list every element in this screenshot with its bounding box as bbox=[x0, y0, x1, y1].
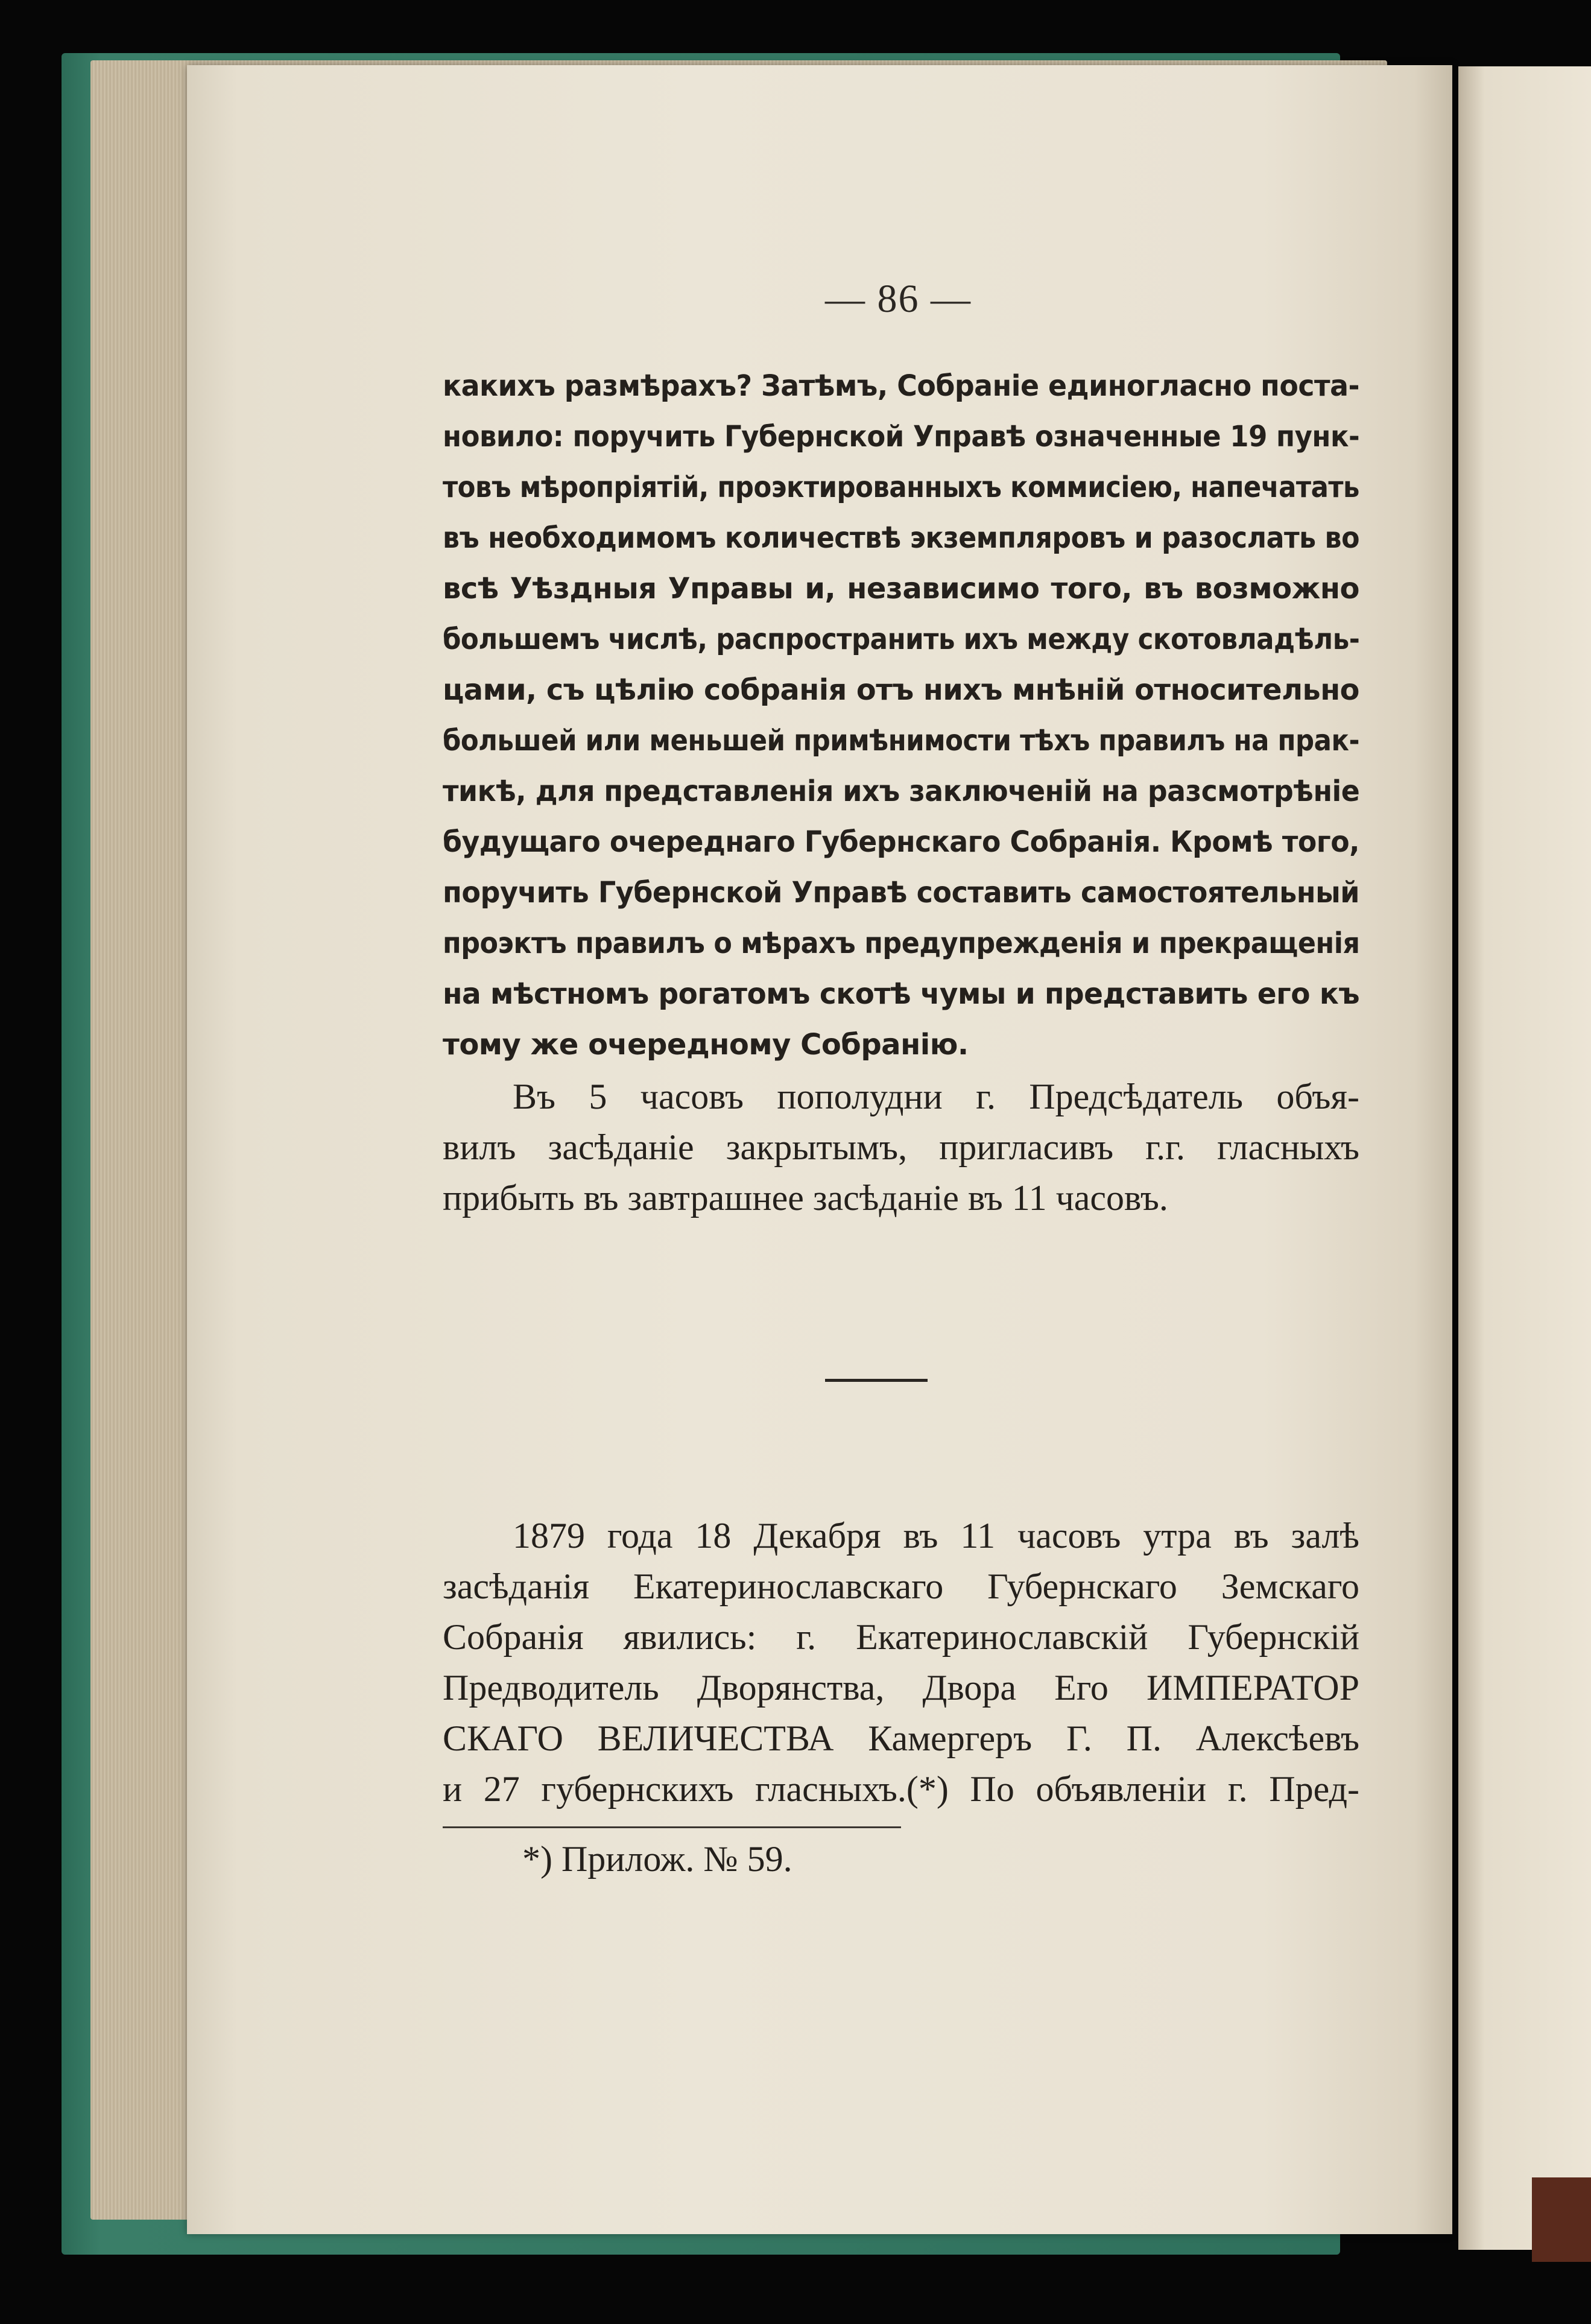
footnote: *) Прилож. № 59. bbox=[522, 1839, 792, 1879]
text-line: Предводитель Дворянства, Двора Его ИМПЕРАТОР bbox=[443, 1668, 1359, 1708]
text-line: на мѣстномъ рогатомъ скотѣ чумы и представить его къ bbox=[443, 977, 1360, 1011]
session-paragraph bbox=[443, 1510, 1359, 1814]
text-line: большей или меньшей примѣнимости тѣхъ правилъ на прак- bbox=[443, 724, 1360, 758]
text-line: товъ мѣропріятій, проэктированныхъ коммисіею, напечатать bbox=[443, 470, 1359, 504]
text-line: проэктъ правилъ о мѣрахъ предупрежденія и прекращенія bbox=[443, 926, 1360, 960]
text-line: будущаго очереднаго Губернскаго Собранія. Кромѣ того, bbox=[443, 825, 1360, 859]
text-line: 1879 года 18 Декабря въ 11 часовъ утра въ залѣ bbox=[513, 1516, 1359, 1556]
text-line: новило: поручить Губернской Управѣ означенные 19 пунк- bbox=[443, 420, 1360, 454]
text-line: цами, съ цѣлію собранія отъ нихъ мнѣній относительно bbox=[443, 673, 1359, 707]
text-line: Собранія явились: г. Екатеринославскій Губернскій bbox=[443, 1617, 1359, 1657]
text-line: Въ 5 часовъ пополудни г. Предсѣдатель объя- bbox=[513, 1077, 1359, 1116]
facing-page-binding bbox=[1532, 2177, 1591, 2262]
text-line: тому же очередному Собранію. bbox=[443, 1028, 969, 1062]
text-line: прибыть въ завтрашнее засѣданіе въ 11 часовъ. bbox=[443, 1178, 1168, 1218]
section-divider bbox=[825, 1379, 928, 1382]
text-line: поручить Губернской Управѣ составить самостоятельный bbox=[443, 876, 1360, 910]
text-line: тикѣ, для представленія ихъ заключеній на разсмотрѣніе bbox=[443, 774, 1360, 808]
text-line: большемъ числѣ, распространить ихъ между скотовладѣль- bbox=[443, 622, 1360, 656]
text-line: СКАГО ВЕЛИЧЕСТВА Камергеръ Г. П. Алексѣевъ bbox=[443, 1718, 1359, 1758]
bold-paragraph bbox=[443, 361, 1359, 1070]
text-line: и 27 губернскихъ гласныхъ.(*) По объявленіи г. Пред- bbox=[443, 1769, 1359, 1809]
text-line: въ необходимомъ количествѣ экземпляровъ и разослать во bbox=[443, 521, 1359, 555]
text-line: всѣ Уѣздныя Управы и, независимо того, въ возможно bbox=[443, 572, 1359, 606]
text-line: вилъ засѣданіе закрытымъ, пригласивъ г.г. гласныхъ bbox=[443, 1127, 1359, 1167]
closing-paragraph bbox=[443, 1071, 1359, 1223]
page-number: — 86 — bbox=[825, 277, 972, 321]
text-line: засѣданія Екатеринославскаго Губернскаго Земскаго bbox=[443, 1566, 1359, 1606]
footnote-rule bbox=[443, 1826, 901, 1828]
text-line: какихъ размѣрахъ? Затѣмъ, Собраніе единогласно поста- bbox=[443, 369, 1360, 403]
facing-page-edge bbox=[1458, 66, 1591, 2250]
